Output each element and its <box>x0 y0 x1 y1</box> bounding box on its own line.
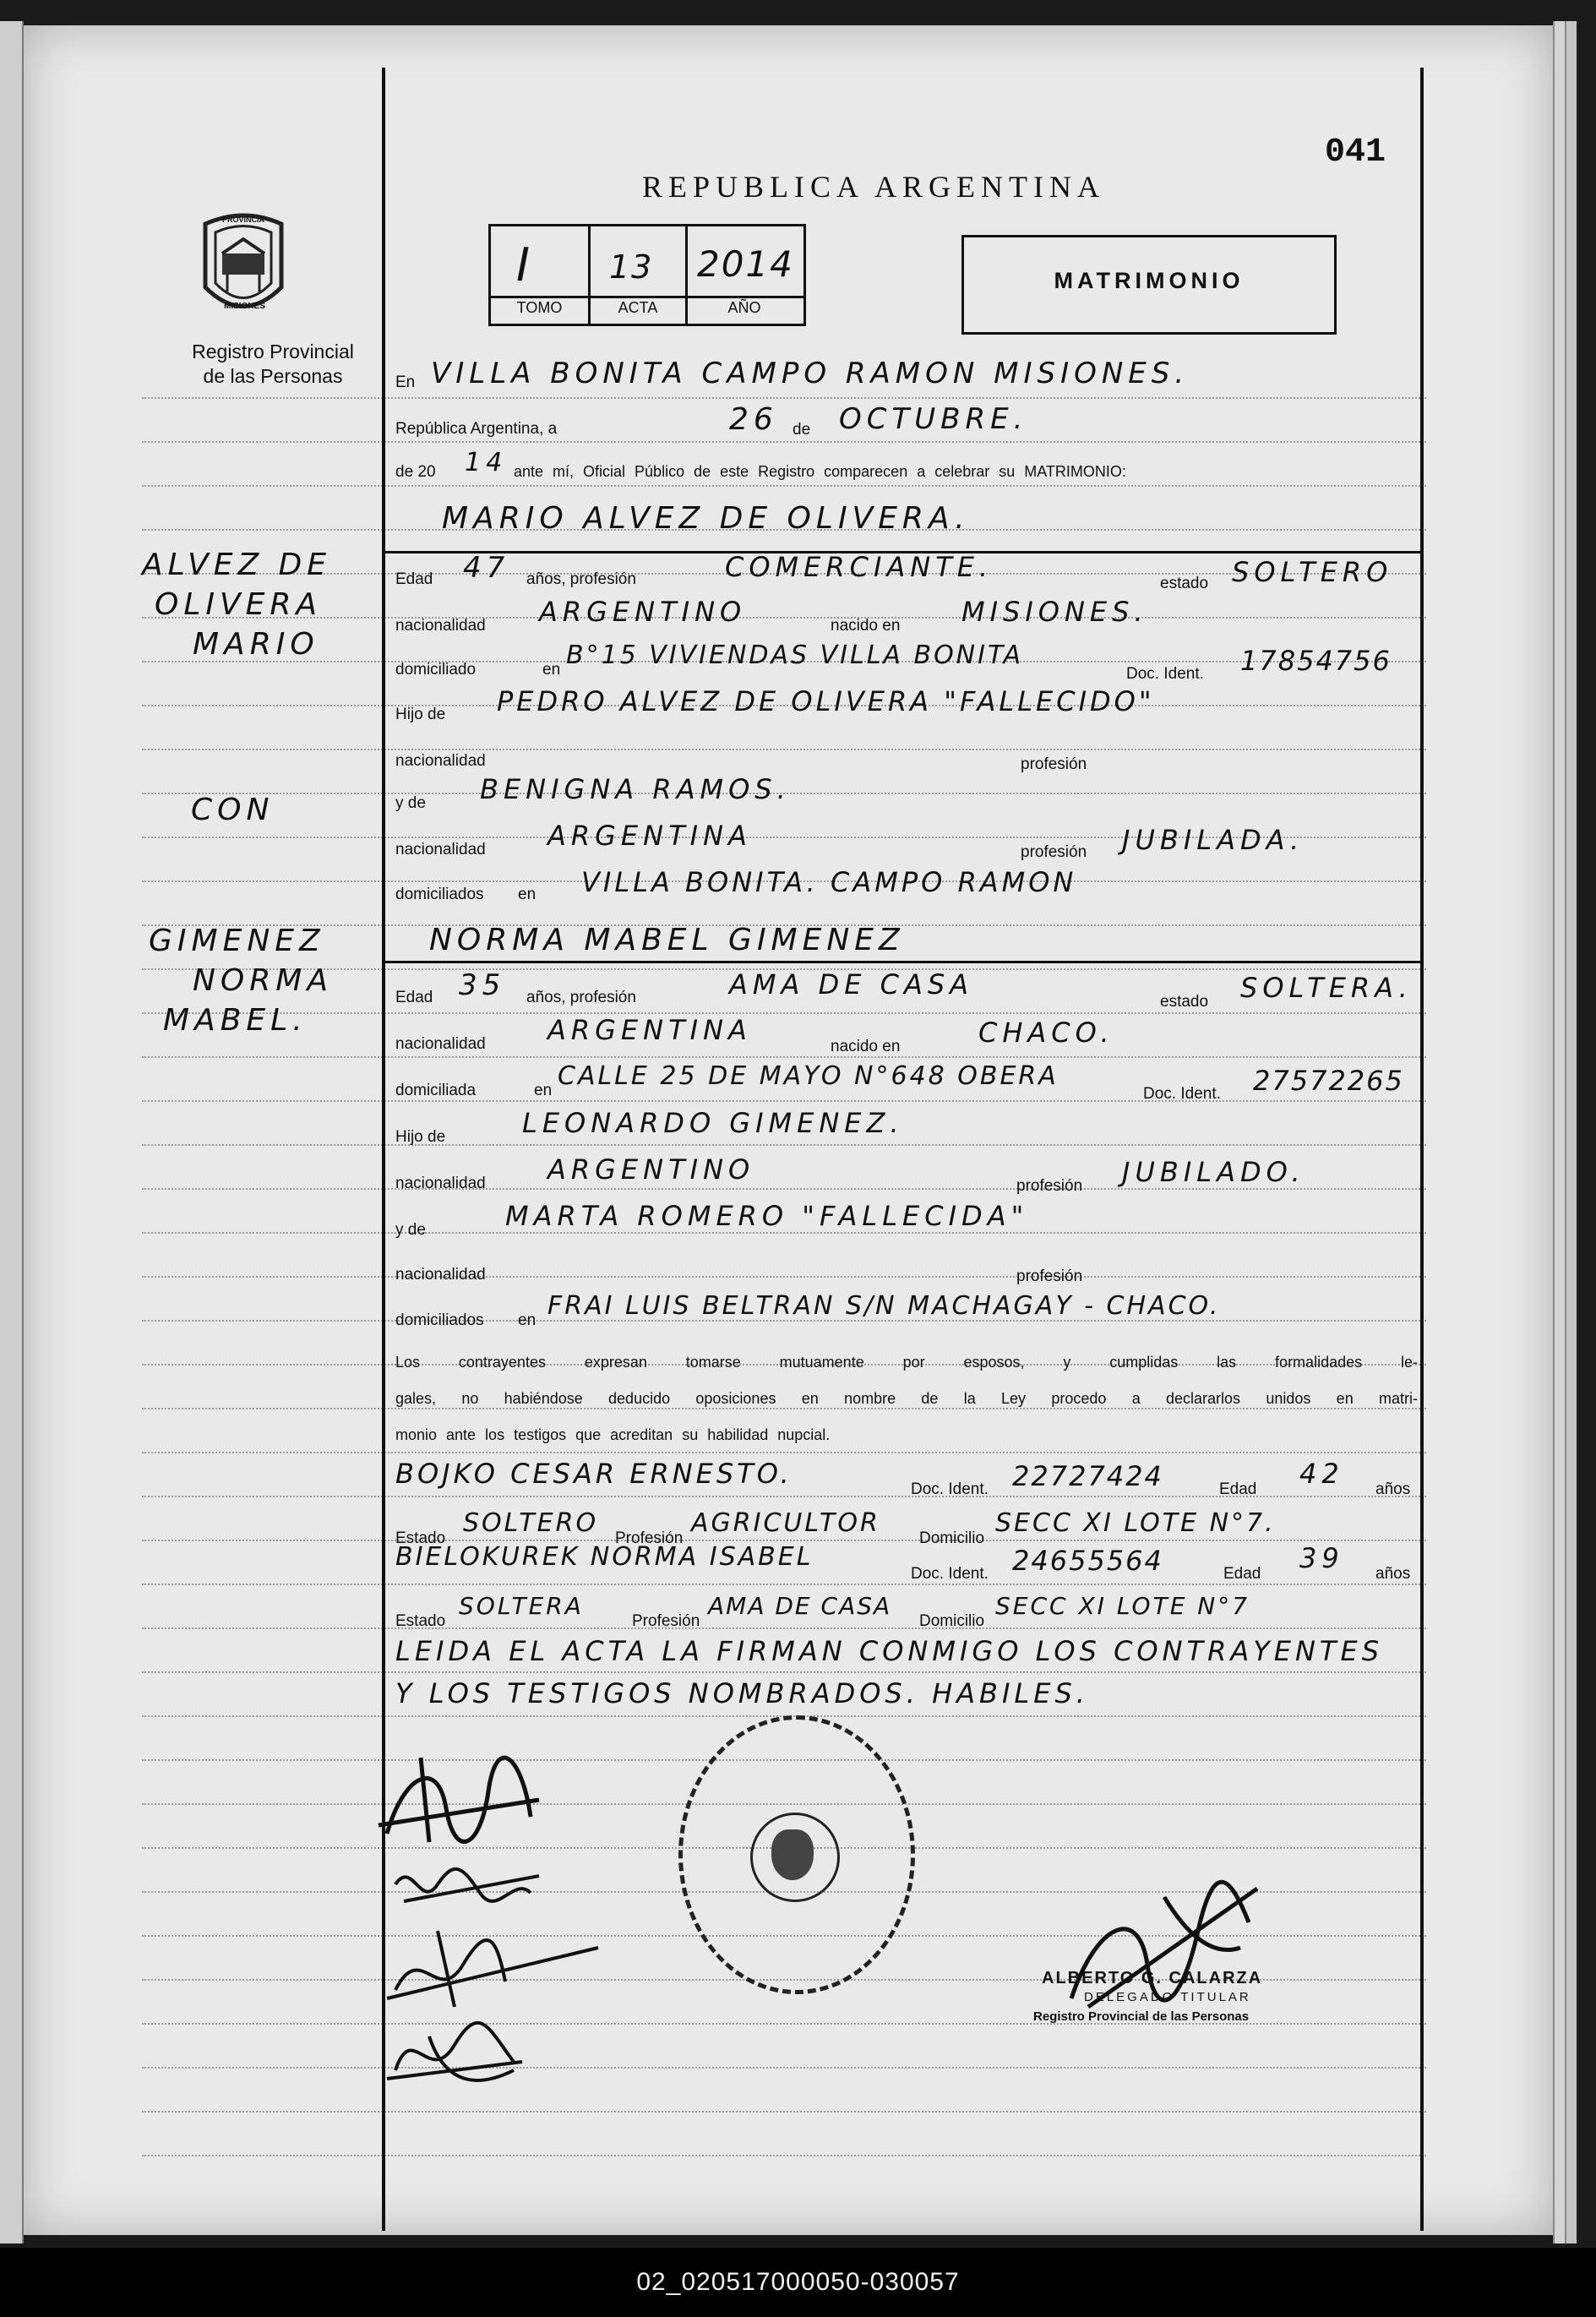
bride-father: LEONARDO GIMENEZ. <box>522 1107 904 1139</box>
en-label: En <box>395 373 416 391</box>
signature-witness1 <box>379 1922 615 2020</box>
document-page <box>24 25 1553 2235</box>
section-divider <box>382 961 1423 963</box>
margin-bride-line3: MABEL. <box>163 1003 308 1038</box>
margin-rule <box>382 68 385 2231</box>
ruled-line <box>142 1144 1426 1146</box>
witness2-name: BIELOKUREK NORMA ISABEL <box>395 1542 814 1572</box>
groom-name: MARIO ALVEZ DE OLIVERA. <box>442 501 970 536</box>
witness1-profession: AGRICULTOR <box>691 1508 880 1538</box>
groom-yde-label: y de <box>395 794 426 812</box>
bride-nacido-label: nacido en <box>831 1038 901 1055</box>
witness2-age: 39 <box>1299 1542 1344 1574</box>
ruled-line <box>142 1012 1426 1014</box>
witness1-doc: 22727424 <box>1012 1460 1163 1492</box>
ruled-line <box>142 1540 1426 1541</box>
witness2-address: SECC XI LOTE N°7 <box>995 1592 1250 1620</box>
registry-name-line1: Registro Provincial <box>192 341 354 363</box>
registry-name-line2: de las Personas <box>203 365 343 387</box>
closing-line2: Y LOS TESTIGOS NOMBRADOS. HABILES. <box>395 1677 1089 1709</box>
tomo-label: TOMO <box>516 299 563 316</box>
ruled-line <box>142 1408 1426 1409</box>
bride-parents-dom-label: domiciliados <box>395 1311 484 1329</box>
ruled-line <box>142 2111 1426 2113</box>
witness2-profession: AMA DE CASA <box>708 1592 892 1620</box>
witness1-estado: SOLTERO <box>463 1508 599 1538</box>
signature-witness2 <box>379 2011 547 2100</box>
witness2-estado: SOLTERA <box>459 1592 584 1620</box>
bride-birthplace: CHACO. <box>978 1017 1114 1049</box>
groom-nacido-label: nacido en <box>831 617 901 635</box>
bride-father-profession: JUBILADO. <box>1122 1156 1305 1188</box>
bride-doc: 27572265 <box>1253 1065 1404 1097</box>
page-number: 041 <box>1325 134 1386 172</box>
ruled-line <box>142 1452 1426 1453</box>
declaration-line1: Los contrayentes expresan tomarse mutuamente por esposos, y cumplidas las formalidades le- <box>395 1354 1418 1371</box>
file-id-caption: 02_020517000050-030057 <box>0 2248 1596 2317</box>
groom-parents-en-label: en <box>518 886 537 903</box>
ruled-line <box>142 2155 1426 2156</box>
ruled-line <box>142 397 1426 399</box>
bride-name: NORMA MABEL GIMENEZ <box>429 923 905 957</box>
witness1-name: BOJKO CESAR ERNESTO. <box>395 1458 793 1490</box>
bride-mother-nat-label: nacionalidad <box>395 1266 486 1284</box>
margin-bride-line1: GIMENEZ <box>149 924 325 958</box>
acta-label: ACTA <box>618 299 658 316</box>
witness2-domicilio-label: Domicilio <box>919 1612 985 1630</box>
witness1-address: SECC XI LOTE N°7. <box>995 1508 1276 1538</box>
bride-profession: AMA DE CASA <box>729 968 974 1000</box>
witness1-doc-label: Doc. Ident. <box>911 1480 989 1498</box>
groom-doc-label: Doc. Ident. <box>1126 665 1204 683</box>
witness2-anos-label: años <box>1375 1565 1411 1583</box>
witness2-doc: 24655564 <box>1012 1545 1163 1577</box>
republica-label: República Argentina, a <box>395 420 558 438</box>
witness1-edad-label: Edad <box>1219 1480 1257 1498</box>
tomo-value: I <box>516 238 535 292</box>
declaration-line3: monio ante los testigos que acreditan su habilidad nupcial. <box>395 1426 831 1443</box>
bride-estado-label: estado <box>1160 993 1209 1011</box>
witness1-profesion-label: Profesión <box>615 1529 684 1547</box>
ruled-line <box>142 2067 1426 2069</box>
groom-mother: BENIGNA RAMOS. <box>480 773 791 805</box>
bride-mother: MARTA ROMERO "FALLECIDA" <box>505 1200 1029 1232</box>
day-value: 26 <box>729 402 778 437</box>
groom-estado-label: estado <box>1160 575 1209 592</box>
ante-text: ante mí, Oficial Público de este Registro comparecen a celebrar su MATRIMONIO: <box>514 463 1126 480</box>
groom-father-prof-label: profesión <box>1021 755 1087 773</box>
groom-en-label: en <box>542 661 561 679</box>
country-title: REPUBLICA ARGENTINA <box>642 170 1106 204</box>
bride-mother-prof-label: profesión <box>1016 1268 1083 1285</box>
groom-profession: COMERCIANTE. <box>725 551 994 583</box>
groom-parents-dom-label: domiciliados <box>395 886 484 903</box>
witness2-edad-label: Edad <box>1223 1565 1261 1583</box>
ruled-line <box>142 1276 1426 1278</box>
witness2-estado-label: Estado <box>395 1612 446 1630</box>
witness2-doc-label: Doc. Ident. <box>911 1565 989 1583</box>
groom-father-nat-label: nacionalidad <box>395 752 486 770</box>
groom-age: 47 <box>463 551 510 585</box>
witness1-anos-label: años <box>1375 1480 1411 1498</box>
groom-parents-address: VILLA BONITA. CAMPO RAMON <box>581 866 1077 898</box>
ruled-line <box>142 1671 1426 1673</box>
closing-line1: LEIDA EL ACTA LA FIRMAN CONMIGO LOS CONTRAYENTES <box>395 1635 1383 1667</box>
margin-groom-line3: MARIO <box>193 627 319 662</box>
declaration-line2: gales, no habiéndose deducido oposiciones en nombre de la Ley procedo a declararlos unidos en matri- <box>395 1390 1418 1407</box>
bride-father-nat-label: nacionalidad <box>395 1175 486 1192</box>
ruled-line <box>142 485 1426 487</box>
witness1-age: 42 <box>1299 1458 1344 1490</box>
signature-groom <box>370 1741 556 1863</box>
official-office: Registro Provincial de las Personas <box>1033 2009 1250 2024</box>
bride-edad-label: Edad <box>395 989 433 1006</box>
bride-profesion-label: años, profesión <box>526 989 636 1006</box>
bride-address: CALLE 25 DE MAYO N°648 OBERA <box>558 1061 1059 1091</box>
provincial-seal-icon <box>197 207 290 325</box>
registry-stamp-icon <box>678 1715 915 1994</box>
right-rule <box>1420 68 1424 2231</box>
groom-mother-nat-label: nacionalidad <box>395 841 486 859</box>
bride-father-prof-label: profesión <box>1016 1177 1083 1195</box>
page-edge <box>1565 21 1577 2243</box>
bride-nacionalidad-label: nacionalidad <box>395 1035 486 1053</box>
seal-text-top: PROVINCIA <box>222 215 265 224</box>
margin-groom-line1: ALVEZ DE <box>142 548 332 582</box>
ruled-line <box>142 617 1426 619</box>
ano-label: AÑO <box>727 299 761 316</box>
ruled-line <box>142 1584 1426 1585</box>
witness1-estado-label: Estado <box>395 1529 446 1547</box>
month-value: OCTUBRE. <box>839 402 1028 436</box>
ruled-line <box>142 441 1426 443</box>
signature-bride <box>387 1851 556 1922</box>
bride-parents-en-label: en <box>518 1311 537 1329</box>
ano-value: 2014 <box>697 243 794 285</box>
record-box <box>488 224 806 326</box>
bride-doc-label: Doc. Ident. <box>1143 1085 1221 1103</box>
groom-edad-label: Edad <box>395 570 433 588</box>
official-title: DELEGADO TITULAR <box>1084 1990 1251 2004</box>
groom-hijo-label: Hijo de <box>395 706 446 723</box>
act-type-box <box>961 235 1337 335</box>
groom-nacionalidad-label: nacionalidad <box>395 617 486 635</box>
groom-domiciliado-label: domiciliado <box>395 661 477 679</box>
seal-text-bottom: MISIONES <box>224 302 265 311</box>
bride-nationality: ARGENTINA <box>547 1014 752 1046</box>
bride-father-nationality: ARGENTINO <box>547 1153 755 1186</box>
bride-en-label: en <box>534 1082 553 1099</box>
acta-value: 13 <box>609 248 654 286</box>
groom-father: PEDRO ALVEZ DE OLIVERA "FALLECIDO" <box>497 685 1155 717</box>
ruled-line <box>142 1056 1426 1058</box>
margin-con: CON <box>191 793 275 827</box>
groom-profesion-label: años, profesión <box>526 570 636 588</box>
witness1-domicilio-label: Domicilio <box>919 1529 985 1547</box>
groom-birthplace: MISIONES. <box>961 596 1148 628</box>
ruled-line <box>142 1232 1426 1234</box>
groom-doc: 17854756 <box>1240 645 1392 677</box>
groom-address: B°15 VIVIENDAS VILLA BONITA <box>566 641 1024 670</box>
ruled-line <box>142 1627 1426 1629</box>
groom-estado: SOLTERO <box>1232 556 1393 588</box>
place-value: VILLA BONITA CAMPO RAMON MISIONES. <box>431 357 1190 390</box>
groom-mother-profession: JUBILADA. <box>1122 824 1305 856</box>
ruled-line <box>142 1188 1426 1190</box>
year-suffix: 14 <box>465 448 508 477</box>
witness2-profesion-label: Profesión <box>632 1612 700 1630</box>
bride-yde-label: y de <box>395 1221 426 1239</box>
ruled-line <box>142 1100 1426 1102</box>
act-type: MATRIMONIO <box>1054 268 1245 293</box>
bride-domiciliada-label: domiciliada <box>395 1082 477 1099</box>
de-label: de <box>793 421 811 439</box>
ruled-line <box>142 749 1426 750</box>
groom-mother-prof-label: profesión <box>1021 843 1087 861</box>
groom-mother-nationality: ARGENTINA <box>547 820 752 852</box>
bride-parents-address: FRAI LUIS BELTRAN S/N MACHAGAY - CHACO. <box>547 1291 1221 1321</box>
bride-hijo-label: Hijo de <box>395 1128 446 1146</box>
official-name: ALBERTO G. CALARZA <box>1042 1969 1263 1987</box>
margin-groom-line2: OLIVERA <box>155 587 323 622</box>
binding-edge <box>0 21 24 2243</box>
bride-age: 35 <box>459 968 506 1002</box>
groom-nationality: ARGENTINO <box>539 596 747 628</box>
year-prefix: de 20 <box>395 463 436 481</box>
bride-estado: SOLTERA. <box>1240 972 1413 1004</box>
margin-bride-line2: NORMA <box>193 963 333 998</box>
